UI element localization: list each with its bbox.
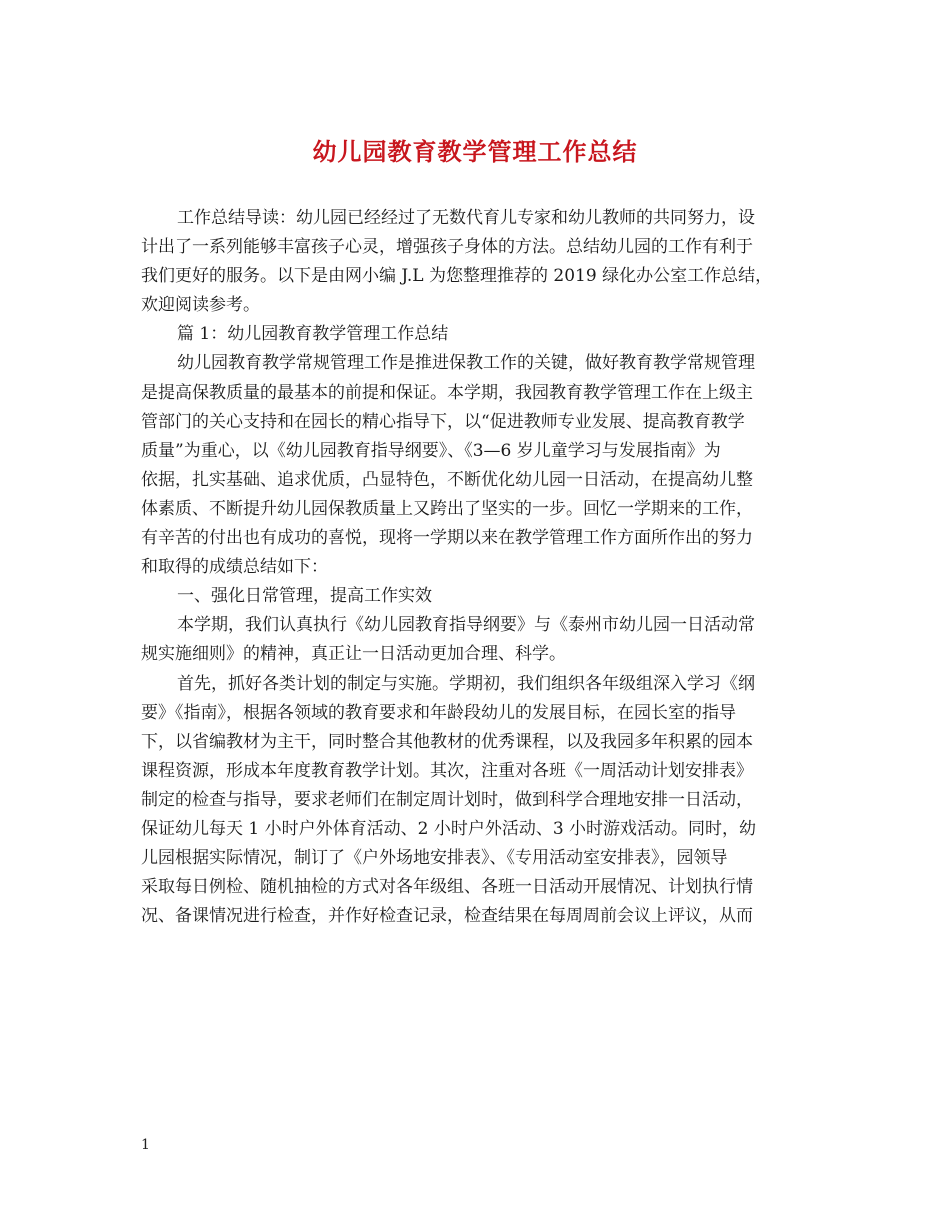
text-line: 我们更好的服务。以下是由网小编 J.L 为您整理推荐的 2019 绿化办公室工作总结， [141, 266, 773, 287]
text-line: 首先，抓好各类计划的制定与实施。学期初，我们组织各年级组深入学习《纲 [177, 673, 755, 694]
text-line: 是提高保教质量的最基本的前提和保证。本学期，我园教育教学管理工作在上级主 [141, 382, 753, 403]
text-line: 有辛苦的付出也有成功的喜悦，现将一学期以来在教学管理工作方面所作出的努力 [141, 528, 753, 549]
text-line: 规实施细则》的精神，真正让一日活动更加合理、科学。 [141, 644, 566, 665]
text-line: 况、备课情况进行检查，并作好检查记录，检查结果在每周周前会议上评议，从而 [141, 906, 753, 927]
text-line: 体素质、不断提升幼儿园保教质量上又跨出了坚实的一步。回忆一学期来的工作， [141, 498, 753, 519]
text-line: 计出了一系列能够丰富孩子心灵，增强孩子身体的方法。总结幼儿园的工作有利于 [141, 237, 753, 258]
text-line: 幼儿园教育教学常规管理工作是推进保教工作的关键，做好教育教学常规管理 [177, 353, 755, 374]
text-line: 课程资源，形成本年度教育教学计划。其次，注重对各班《一周活动计划安排表》 [141, 760, 753, 781]
document-body [141, 204, 821, 931]
document-title: 幼儿园教育教学管理工作总结 [312, 138, 638, 166]
text-line: 本学期，我们认真执行《幼儿园教育指导纲要》与《泰州市幼儿园一日活动常 [177, 615, 755, 636]
text-line: 欢迎阅读参考。 [141, 295, 260, 316]
text-line: 一、强化日常管理，提高工作实效 [177, 586, 432, 607]
text-line: 保证幼儿每天 1 小时户外体育活动、2 小时户外活动、3 小时游戏活动。同时，幼 [141, 818, 757, 839]
text-line: 采取每日例检、随机抽检的方式对各年级组、各班一日活动开展情况、计划执行情 [141, 877, 753, 898]
text-line: 要》《指南》，根据各领域的教育要求和年龄段幼儿的发展目标，在园长室的指导 [141, 702, 736, 723]
text-line: 制定的检查与指导，要求老师们在制定周计划时，做到科学合理地安排一日活动， [141, 789, 753, 810]
text-line: 质量”为重心，以《幼儿园教育指导纲要》、《3—6 岁儿童学习与发展指南》为 [141, 440, 721, 461]
text-line: 管部门的关心支持和在园长的精心指导下，以“促进教师专业发展、提高教育教学 [141, 411, 745, 432]
text-line: 儿园根据实际情况，制订了《户外场地安排表》、《专用活动室安排表》，园领导 [141, 848, 728, 869]
text-line: 篇 1：幼儿园教育教学管理工作总结 [177, 324, 449, 345]
text-line: 依据，扎实基础、追求优质，凸显特色，不断优化幼儿园一日活动，在提高幼儿整 [141, 469, 753, 490]
text-line: 下，以省编教材为主干，同时整合其他教材的优秀课程，以及我园多年积累的园本 [141, 731, 753, 752]
page-number: 1 [141, 1137, 150, 1153]
text-line: 工作总结导读：幼儿园已经经过了无数代育儿专家和幼儿教师的共同努力，设 [177, 208, 755, 228]
text-line: 和取得的成绩总结如下： [141, 557, 328, 578]
